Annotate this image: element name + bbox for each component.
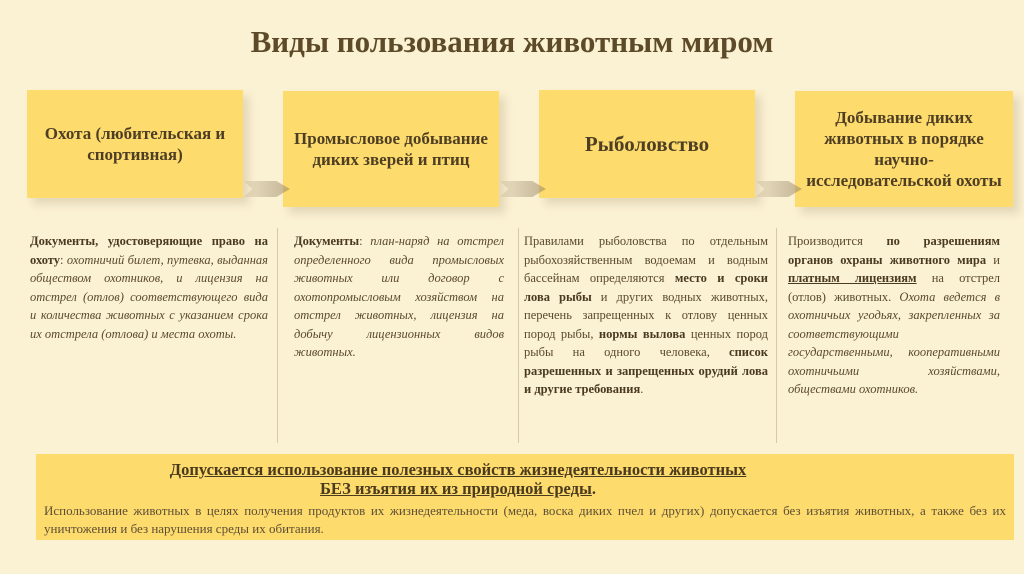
fishing-description	[524, 232, 768, 399]
bottom-note-line1: Допускается использование полезных свойств жизнедеятельности животных	[169, 460, 747, 479]
column-divider	[277, 228, 278, 443]
commercial-description	[294, 232, 504, 362]
bottom-note-line2-end: .	[591, 479, 596, 498]
research-text-1: Производится	[788, 234, 887, 248]
column-divider	[776, 228, 777, 443]
card-research-hunting	[795, 91, 1013, 207]
hunting-doc-lead: Документы, удостоверяющие право на охоту	[30, 234, 268, 267]
research-text-2: и	[986, 252, 1000, 267]
hunting-doc-text: охотничий билет, путевка, выданная обществом охотников, и лицензия на отстрел (отлов) соответствующего вида и количества животных с указанием срока их отстрела (отлова) и места охоты.	[30, 252, 268, 341]
research-description	[788, 232, 1000, 399]
research-italic: Охота ведется в охотничьих угодьях, закрепленных за соответствующими государственными, кооперативными охотничьими хозяйствами, обществами охотников.	[788, 289, 1001, 396]
fishing-bold-1: место и сроки лова рыбы	[524, 271, 768, 304]
commercial-doc-lead: Документы	[294, 234, 360, 248]
fishing-text-3: ценных пород рыбы на одного человека,	[524, 326, 768, 359]
hunting-description	[30, 232, 268, 343]
card-fishing-label: Рыболовство	[584, 131, 710, 156]
card-fishing	[539, 90, 755, 198]
card-commercial-hunting	[283, 91, 499, 207]
commercial-doc-colon: :	[359, 234, 363, 248]
commercial-doc-text: план-наряд на отстрел определенного вида промысловых животных или договор с охотопромысловым хозяйством на отстрел животных, лицензия на добычу лицензионных видов животных.	[294, 234, 504, 359]
page-title: Виды пользования животным миром	[250, 24, 774, 59]
column-divider	[518, 228, 519, 443]
fishing-bold-3: список разрешенных и запрещенных орудий лова и другие требования	[524, 345, 768, 396]
card-hunting	[27, 90, 243, 198]
fishing-bold-2: нормы вылова	[598, 326, 686, 341]
research-bold-1: по разрешениям органов охраны животного мира	[788, 234, 1000, 267]
research-bold-2: платным лицензиям	[788, 271, 917, 285]
card-commercial-hunting-label: Промысловое добывание диких зверей и птиц	[294, 129, 488, 169]
fishing-text-4: .	[640, 382, 644, 396]
fishing-text-1: Правилами рыболовства по отдельным рыбохозяйственным водоемам и водным бассейнам определяются	[524, 234, 768, 285]
fishing-text-2: и других водных животных, перечень запрещенных к отлову ценных пород рыбы,	[524, 289, 768, 341]
bottom-note-line2: БЕЗ изъятия их из природной среды	[320, 479, 592, 498]
hunting-doc-colon: :	[60, 252, 64, 267]
bottom-note-text: Использование животных в целях получения продуктов их жизнедеятельности (меда, воска диких пчел и других) допускается без изъятия животных, а также без их уничтожения и без нарушения среды их обитания.	[44, 503, 1006, 536]
bottom-note-box	[36, 454, 1014, 540]
card-research-hunting-label: Добывание диких животных в порядке научно-исследовательской охоты	[806, 108, 1002, 190]
bottom-note-heading	[36, 460, 880, 498]
research-text-3: на отстрел (отлов) животных.	[788, 271, 1000, 304]
card-hunting-label: Охота (любительская и спортивная)	[44, 124, 226, 164]
